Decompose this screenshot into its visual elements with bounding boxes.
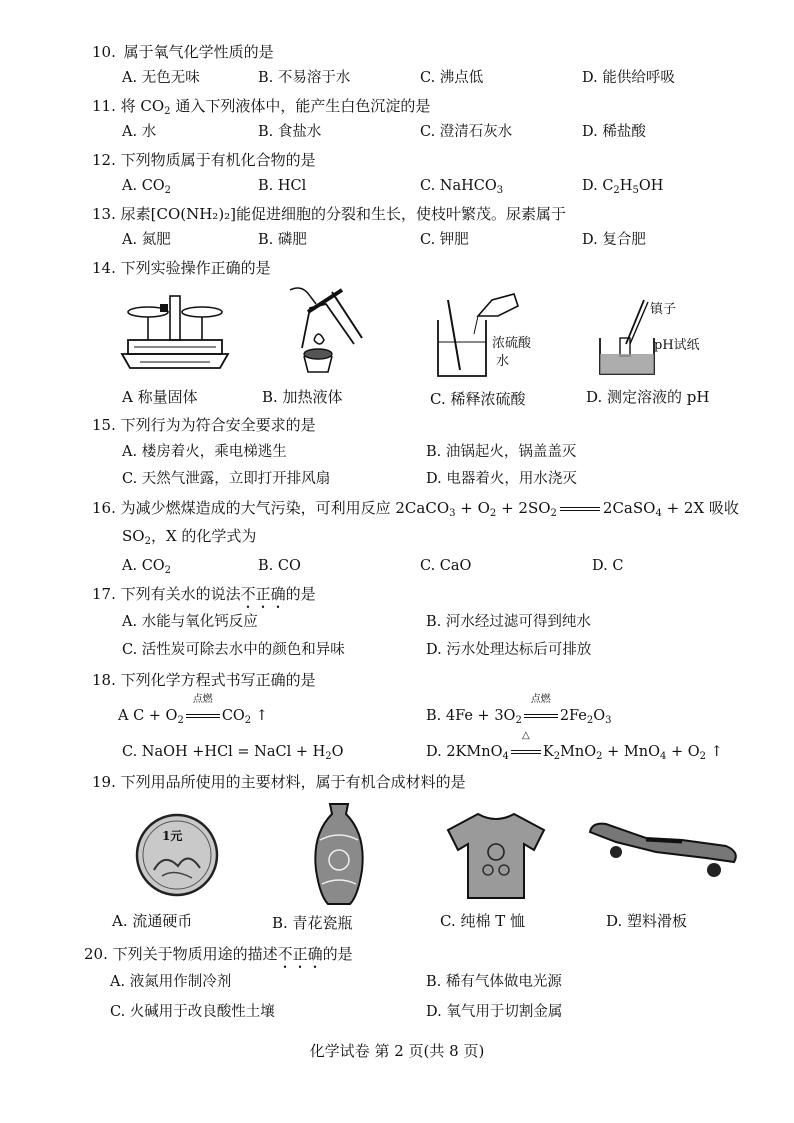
q11-option-a: A. 水 [122,124,157,140]
tshirt-image [444,810,548,902]
q17-stem: 17. 下列有关水的说法不正确的是 [92,585,316,603]
page-footer: 化学试卷 第 2 页(共 8 页) [309,1042,485,1060]
coin-denomination: 1元 [162,829,183,843]
skateboard-image [586,818,742,884]
q20-stem: 20. 下列关于物质用途的描述不正确的是 [84,945,353,963]
q12-option-c: C. NaHCO$_3$ [420,178,504,196]
q13-option-b: B. 磷肥 [258,232,307,248]
q12-option-d: D. $C_2H_5OH$ [582,178,664,196]
heating-figure [280,282,370,380]
q11-option-c: C. 澄清石灰水 [420,124,513,140]
q10-option-c: C. 沸点低 [420,70,484,86]
q20-option-d: D. 氧气用于切割金属 [426,1004,563,1020]
label-tweezers: 镇子 [650,302,677,317]
q17-option-d: D. 污水处理达标后可排放 [426,642,592,658]
q13-option-d: D. 复合肥 [582,232,646,248]
q20-option-a: A. 液氮用作制冷剂 [110,974,232,990]
q14-stem: 14. 下列实验操作正确的是 [92,259,271,277]
q19-caption-b: B. 青花瓷瓶 [272,914,353,932]
q14-caption-c: C. 稀释浓硫酸 [430,390,526,408]
q19-caption-c: C. 纯棉 T 恤 [440,912,526,930]
q16-option-c: C. CaO [420,558,472,574]
label-concentrated-acid: 浓硫酸 [492,336,532,351]
q11-option-d: D. 稀盐酸 [582,124,646,140]
q12-option-b: B. HCl [258,178,307,194]
q12-stem: 12. 下列物质属于有机化合物的是 [92,151,316,169]
q11-stem: 11. 将 $CO_2$ 通入下列液体中，能产生白色沉淀的是 [92,97,431,117]
q13-stem: 13. 尿素[CO(NH₂)₂]能促进细胞的分裂和生长，使枝叶繁茂。尿素属于 [92,205,567,223]
q17-option-c: C. 活性炭可除去水中的颜色和异味 [122,642,345,658]
q12-option-a: A. $CO_2$ [122,178,172,196]
q18-option-c: C. NaOH +HCl = NaCl + $H_2O$ [122,744,344,762]
q13-option-a: A. 氮肥 [122,232,171,248]
q16-option-a: A. $CO_2$ [122,558,172,576]
q15-stem: 15. 下列行为为符合安全要求的是 [92,416,316,434]
q19-caption-d: D. 塑料滑板 [606,912,688,930]
q10-option-b: B. 不易溶于水 [258,70,351,86]
q10-option-d: D. 能供给呼吸 [582,70,675,86]
q15-option-b: B. 油锅起火，锅盖盖灭 [426,444,577,460]
q19-stem: 19. 下列用品所使用的主要材料，属于有机合成材料的是 [92,773,466,791]
q20-option-b: B. 稀有气体做电光源 [426,974,562,990]
q18-option-a: A $C + O_2$ 点燃 $CO_2$ ↑ [118,694,268,726]
q15-option-d: D. 电器着火，用水浇灭 [426,471,577,487]
q14-caption-b: B. 加热液体 [262,388,343,406]
q16-stem-line1: 16. 为减少燃煤造成的大气污染，可利用反应 2CaCO$_3$ + $O_2 + 2SO_2$ 2CaSO$_4$ + 2X 吸收 [92,499,739,519]
q17-option-a: A. 水能与氧化钙反应 [122,614,258,630]
coin-image [134,812,220,898]
q13-option-c: C. 钾肥 [420,232,469,248]
q10-stem: 10. 属于氧气化学性质的是 [92,43,274,61]
q18-option-d: D. 2KMnO$_4$ △ $K_2MnO_2 + MnO_4 + O_2$ ↑ [426,730,723,762]
q11-option-b: B. 食盐水 [258,124,322,140]
q18-stem: 18. 下列化学方程式书写正确的是 [92,671,316,689]
balance-figure [120,290,230,380]
q16-option-b: B. CO [258,558,301,574]
vase-image [308,800,370,908]
q15-option-c: C. 天然气泄露，立即打开排风扇 [122,471,331,487]
label-water: 水 [496,354,510,369]
q15-option-a: A. 楼房着火，乘电梯逃生 [122,444,287,460]
q10-option-a: A. 无色无味 [122,70,200,86]
q18-option-b: B. $4Fe + 3O_2$ 点燃 $2Fe_2O_3$ [426,694,612,726]
q14-caption-a: A 称量固体 [122,388,198,406]
q20-option-c: C. 火碱用于改良酸性土壤 [110,1004,275,1020]
q16-stem-line2: $SO_2$，X 的化学式为 [122,527,257,547]
q14-caption-d: D. 测定溶液的 pH [586,388,710,406]
q17-option-b: B. 河水经过滤可得到纯水 [426,614,591,630]
q16-option-d: D. C [592,558,624,574]
label-ph-paper: pH试纸 [654,338,700,353]
q19-caption-a: A. 流通硬币 [112,912,193,930]
